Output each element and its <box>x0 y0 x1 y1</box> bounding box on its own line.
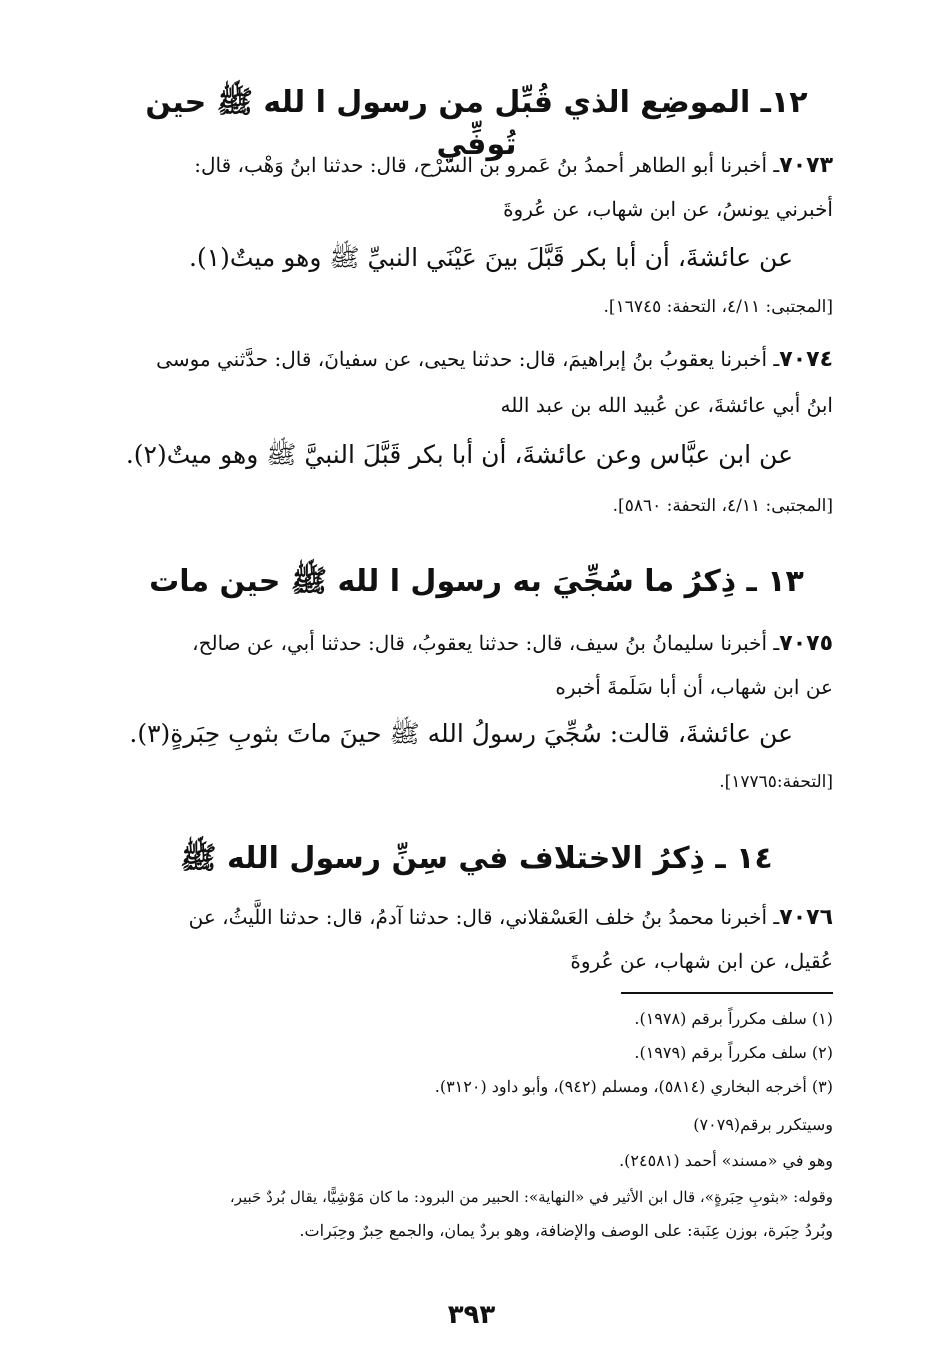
hadith-number: ٧٠٧٤ <box>779 347 833 372</box>
hadith-isnad-line <box>118 902 833 933</box>
footnote: (١) سلف مكرراً برقم (١٩٧٨). <box>634 1009 833 1028</box>
hadith-number: ٧٠٧٣ <box>779 153 833 178</box>
isnad-continuation: ابنُ أبي عائشةَ، عن عُبيد الله بن عبد الله <box>500 393 833 417</box>
footnote: (٣) أخرجه البخاري (٥٨١٤)، ومسلم (٩٤٢)، وأبو داود (٣١٢٠). <box>434 1077 833 1096</box>
isnad-continuation: أخبرني يونسُ، عن ابن شهاب، عن عُروةَ <box>503 197 833 221</box>
footnote: وبُردُ حِبَرة، بوزن عِنَبة: على الوصف والإضافة، وهو بردٌ يمان، والجمع حِبرٌ وحِبَرات. <box>299 1221 833 1240</box>
footnote: وسيتكرر برقم(٧٠٧٩) <box>693 1115 833 1134</box>
hadith-matn: عن عائشةَ، قالت: سُجِّيَ رسولُ الله ﷺ حينَ ماتَ بثوبِ حِبَرةٍ(٣). <box>129 719 793 748</box>
hadith-number: ٧٠٧٦ <box>779 905 833 930</box>
isnad-continuation: عن ابن شهاب، أن أبا سَلَمةَ أخبره <box>555 675 833 699</box>
isnad-text: ـ أخبرنا أبو الطاهر أحمدُ بنُ عَمرو بن السَّرْح، قال: حدثنا ابنُ وَهْب، قال: <box>194 153 780 177</box>
footnote: وقوله: «بثوبِ حِبَرةٍ»، قال ابن الأثير في «النهاية»: الحبير من البرود: ما كان مَوْشِيًّا، يقال بُردٌ حَبير، <box>229 1188 833 1206</box>
hadith-isnad-line <box>118 150 833 181</box>
isnad-text: ـ أخبرنا يعقوبُ بنُ إبراهيمَ، قال: حدثنا يحيى، عن سفيانَ، قال: حدَّثني موسى <box>156 347 780 371</box>
chapter-title: ١٢ـ الموضِع الذي قُبِّل من رسول ا لله ﷺ حين تُوفِّي <box>145 85 808 162</box>
hadith-isnad-line <box>118 344 833 375</box>
footnote-separator <box>621 992 833 994</box>
chapter-title: ١٣ ـ ذِكرُ ما سُجِّيَ به رسول ا لله ﷺ حين مات <box>149 564 804 599</box>
hadith-reference: [المجتبى: ٤/١١، التحفة: ١٦٧٤٥]. <box>603 297 833 317</box>
hadith-reference: [المجتبى: ٤/١١، التحفة: ٥٨٦٠]. <box>612 496 833 516</box>
hadith-reference: [التحفة:١٧٧٦٥]. <box>719 772 833 792</box>
footnote: وهو في «مسند» أحمد (٢٤٥٨١). <box>619 1151 833 1170</box>
hadith-isnad-line <box>118 628 833 659</box>
chapter-title: ١٤ ـ ذِكرُ الاختلاف في سِنِّ رسول الله ﷺ <box>180 841 773 876</box>
hadith-number: ٧٠٧٥ <box>779 631 833 656</box>
footnote: (٢) سلف مكرراً برقم (١٩٧٩). <box>634 1043 833 1062</box>
page-number: ٣٩٣ <box>447 1300 496 1330</box>
hadith-matn: عن عائشةَ، أن أبا بكر قَبَّلَ بينَ عَيْنَي النبيِّ ﷺ وهو ميتٌ(١). <box>188 243 793 272</box>
isnad-text: ـ أخبرنا سليمانُ بنُ سيف، قال: حدثنا يعقوبُ، قال: حدثنا أبي، عن صالح، <box>192 631 780 655</box>
isnad-text: ـ أخبرنا محمدُ بنُ خلف العَسْقلاني، قال: حدثنا آدمُ، قال: حدثنا اللَّيثُ، عن <box>188 905 780 929</box>
hadith-matn: عن ابن عبَّاس وعن عائشةَ، أن أبا بكر قَبَّلَ النبيَّ ﷺ وهو ميتٌ(٢). <box>125 440 793 469</box>
isnad-continuation: عُقيل، عن ابن شهاب، عن عُروةَ <box>570 949 833 973</box>
